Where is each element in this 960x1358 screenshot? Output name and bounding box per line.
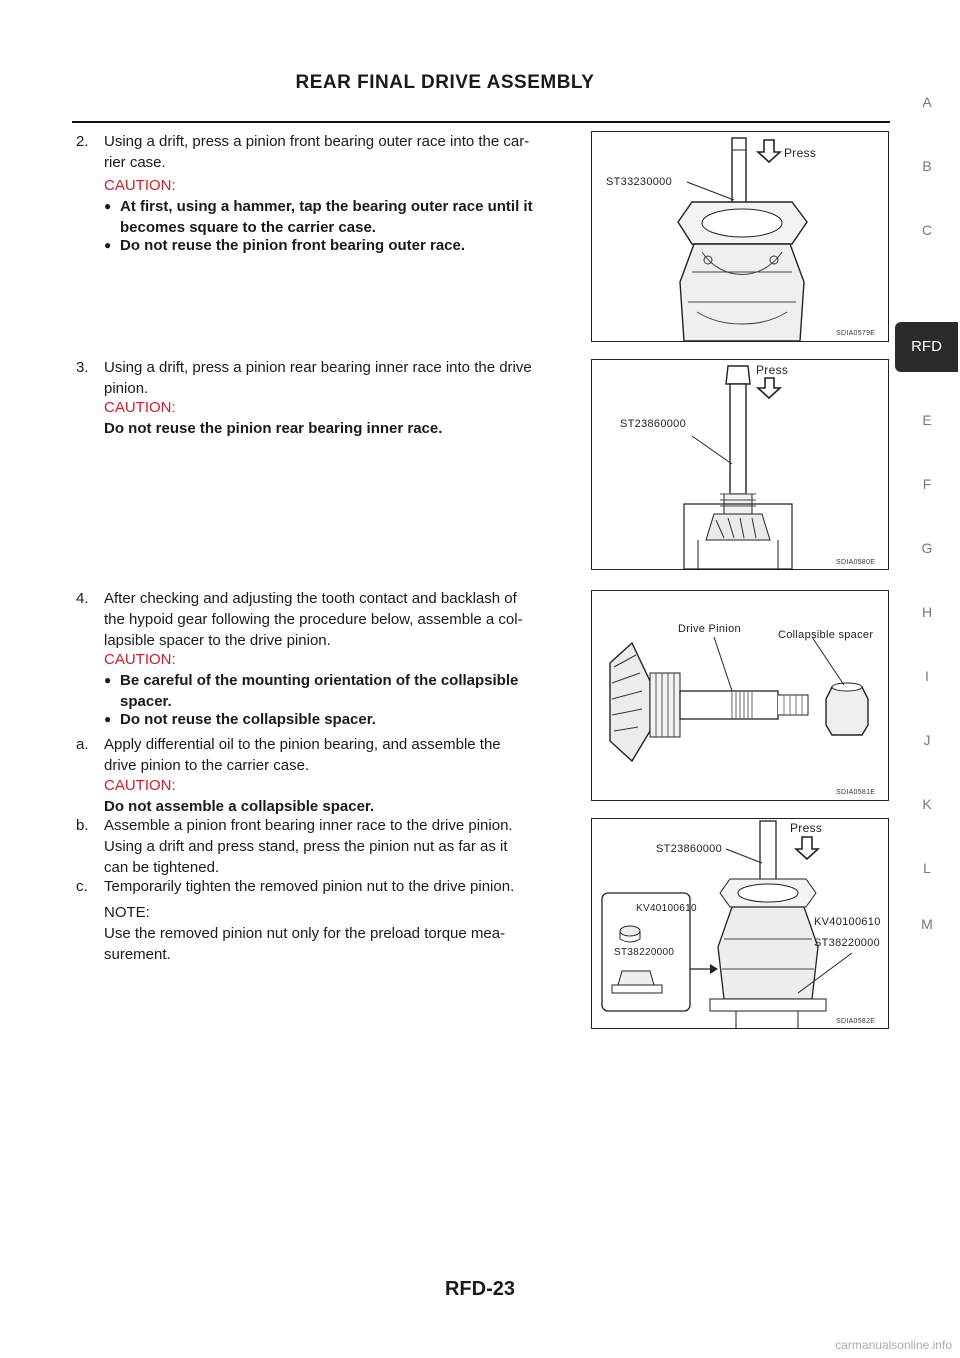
step-2-number: 2. xyxy=(76,133,89,150)
bullet-icon: ● xyxy=(104,712,112,726)
step-2-text: Using a drift, press a pinion front bearing outer race into the car- rier case. xyxy=(104,133,530,171)
figure-4-inset-tool-2: ST38220000 xyxy=(614,947,675,958)
figure-2-code: SDIA0580E xyxy=(836,559,876,566)
step-2-caution-bullet-2: Do not reuse the pinion front bearing outer race. xyxy=(120,237,466,254)
step-c-note-text: Use the removed pinion nut only for the preload torque mea- surement. xyxy=(104,925,506,963)
figure-3-pinion-label: Drive Pinion xyxy=(678,623,741,635)
tab-b[interactable]: B xyxy=(922,158,932,174)
step-4-text: After checking and adjusting the tooth contact and backlash of the hypoid gear following the procedure below, assemble a col- lapsible spacer to the drive pinion. xyxy=(104,590,523,649)
figure-1-code: SDIA0579E xyxy=(836,330,876,337)
step-c-number: c. xyxy=(76,878,88,895)
step-4-caution-bullet-2: Do not reuse the collapsible spacer. xyxy=(120,711,376,728)
tab-m[interactable]: M xyxy=(921,916,933,932)
figure-3-spacer-label: Collapsible spacer xyxy=(778,629,874,641)
bullet-icon: ● xyxy=(104,673,112,687)
tab-c[interactable]: C xyxy=(921,222,933,238)
tab-h[interactable]: H xyxy=(921,604,933,620)
tab-a[interactable]: A xyxy=(922,94,932,110)
figure-2-tool-label: ST23860000 xyxy=(620,418,686,430)
figure-sdia0582e xyxy=(591,818,889,1029)
step-2-caution-label: CAUTION: xyxy=(104,177,176,194)
step-a-caution-label: CAUTION: xyxy=(104,777,176,794)
bullet-icon: ● xyxy=(104,199,112,213)
step-b-text: Assemble a pinion front bearing inner race to the drive pinion. Using a drift and press stand, press the pinion nut as far as it can be tightened. xyxy=(104,817,513,876)
step-4-number: 4. xyxy=(76,590,89,607)
figure-4-right-tool-1: KV40100610 xyxy=(814,916,881,928)
title-divider xyxy=(72,121,890,123)
figure-4-code: SDIA0582E xyxy=(836,1018,876,1025)
watermark: carmanualsonline.info xyxy=(835,1338,952,1352)
tab-i[interactable]: I xyxy=(925,668,929,684)
figure-4-right-tool-2: ST38220000 xyxy=(814,937,880,949)
step-b-number: b. xyxy=(76,817,89,834)
step-4-caution-bullet-1: Be careful of the mounting orientation of the collapsible spacer. xyxy=(120,672,519,710)
step-3-caution-text: Do not reuse the pinion rear bearing inner race. xyxy=(104,420,443,437)
step-3-text: Using a drift, press a pinion rear bearing inner race into the drive pinion. xyxy=(104,359,532,397)
step-c-text: Temporarily tighten the removed pinion nut to the drive pinion. xyxy=(104,878,515,895)
step-3-number: 3. xyxy=(76,359,89,376)
figure-sdia0581e xyxy=(591,590,889,801)
tab-g[interactable]: G xyxy=(921,540,933,556)
step-4-caution-label: CAUTION: xyxy=(104,651,176,668)
tab-rfd[interactable]: RFD xyxy=(895,322,958,372)
figure-4-tool-top: ST23860000 xyxy=(656,843,722,855)
figure-sdia0579e xyxy=(591,131,889,342)
figure-2-press-label: Press xyxy=(756,363,789,377)
step-a-caution-text: Do not assemble a collapsible spacer. xyxy=(104,798,375,815)
figure-3-code: SDIA0581E xyxy=(836,789,876,796)
figure-sdia0580e xyxy=(591,359,889,570)
figure-1-tool-label: ST33230000 xyxy=(606,176,672,188)
step-a-text: Apply differential oil to the pinion bearing, and assemble the drive pinion to the carrier case. xyxy=(104,736,501,774)
step-c-note-label: NOTE: xyxy=(104,904,150,921)
step-a-number: a. xyxy=(76,736,89,753)
step-3-caution-label: CAUTION: xyxy=(104,399,176,416)
figure-4-inset-tool-1: KV40100610 xyxy=(636,903,697,914)
tab-k[interactable]: K xyxy=(922,796,932,812)
step-2-caution-bullet-1: At first, using a hammer, tap the bearing outer race until it becomes square to the carrier case. xyxy=(120,198,533,236)
tab-j[interactable]: J xyxy=(923,732,931,748)
tab-e[interactable]: E xyxy=(922,412,932,428)
tab-l[interactable]: L xyxy=(923,860,931,876)
tab-f[interactable]: F xyxy=(922,476,932,492)
page-title: REAR FINAL DRIVE ASSEMBLY xyxy=(295,72,595,93)
figure-1-press-label: Press xyxy=(784,146,817,160)
page-number: RFD-23 xyxy=(444,1278,515,1300)
figure-4-press-label: Press xyxy=(790,821,823,835)
bullet-icon: ● xyxy=(104,238,112,252)
